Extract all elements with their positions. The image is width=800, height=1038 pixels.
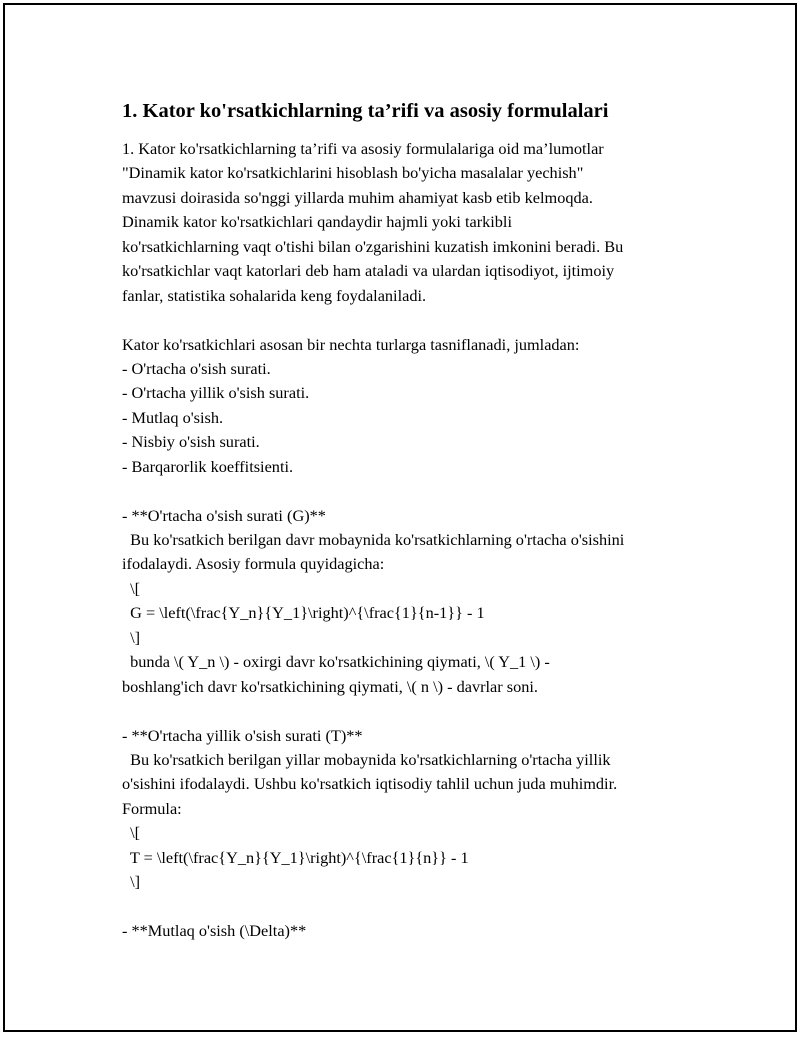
- text-line: Bu ko'rsatkich berilgan davr mobaynida ko'rsatkichlarning o'rtacha o'sishini: [122, 530, 625, 549]
- list-item: - Barqarorlik koeffitsienti.: [122, 456, 294, 476]
- section-heading: - **O'rtacha yillik o'sish surati (T)**: [122, 725, 363, 745]
- formula-line: \]: [122, 872, 141, 892]
- text-line: bunda \( Y_n \) - oxirgi davr ko'rsatkichining qiymati, \( Y_1 \) -: [122, 652, 550, 672]
- document-body: [122, 137, 722, 943]
- text-line: fanlar, statistika sohalarida keng foydalaniladi.: [122, 285, 427, 305]
- formula-line: T = \left(\frac{Y_n}{Y_1}\right)^{\frac{1}{n}} - 1: [122, 847, 469, 867]
- section-heading: - **O'rtacha o'sish surati (G)**: [122, 505, 326, 525]
- blank-line: [122, 479, 722, 503]
- text-line: Bu ko'rsatkich berilgan yillar mobaynida ko'rsatkichlarning o'rtacha yillik: [122, 749, 611, 769]
- text-line: Kator ko'rsatkichlari asosan bir nechta turlarga tasniflanadi, jumladan:: [122, 334, 580, 354]
- text-line: ifodalaydi. Asosiy formula quyidagicha:: [122, 554, 385, 574]
- list-item: - Mutlaq o'sish.: [122, 407, 224, 427]
- text-line: Formula:: [122, 798, 182, 818]
- list-item: - Nisbiy o'sish surati.: [122, 432, 260, 452]
- text-line: ko'rsatkichlar vaqt katorlari deb ham ataladi va ulardan iqtisodiyot, ijtimoiy: [122, 261, 615, 281]
- formula-line: G = \left(\frac{Y_n}{Y_1}\right)^{\frac{1}{n-1}} - 1: [122, 603, 485, 623]
- list-item: - O'rtacha o'sish surati.: [122, 358, 271, 378]
- text-line: "Dinamik kator ko'rsatkichlarini hisoblash bo'yicha masalalar yechish": [122, 163, 584, 183]
- blank-line: [122, 699, 722, 723]
- formula-line: \[: [122, 823, 141, 843]
- blank-line: [122, 308, 722, 332]
- text-line: ko'rsatkichlarning vaqt o'tishi bilan o'zgarishini kuzatish imkonini beradi. Bu: [122, 236, 624, 256]
- list-item: - O'rtacha yillik o'sish surati.: [122, 383, 310, 403]
- text-line: mavzusi doirasida so'nggi yillarda muhim ahamiyat kasb etib kelmoqda.: [122, 187, 593, 207]
- document-content: [122, 97, 722, 943]
- text-line: Dinamik kator ko'rsatkichlari qandaydir hajmli yoki tarkibli: [122, 212, 512, 232]
- text-line: boshlang'ich davr ko'rsatkichining qiymati, \( n \) - davrlar soni.: [122, 676, 538, 696]
- document-page: [3, 3, 797, 1032]
- document-title: 1. Kator ko'rsatkichlarning ta’rifi va asosiy formulalari: [122, 100, 609, 122]
- blank-line: [122, 895, 722, 919]
- text-line: 1. Kator ko'rsatkichlarning ta’rifi va asosiy formulalariga oid ma’lumotlar: [122, 139, 604, 158]
- formula-line: \]: [122, 627, 141, 647]
- text-line: o'sishini ifodalaydi. Ushbu ko'rsatkich iqtisodiy tahlil uchun juda muhimdir.: [122, 774, 618, 794]
- formula-line: \[: [122, 578, 141, 598]
- section-heading: - **Mutlaq o'sish (\Delta)**: [122, 921, 307, 940]
